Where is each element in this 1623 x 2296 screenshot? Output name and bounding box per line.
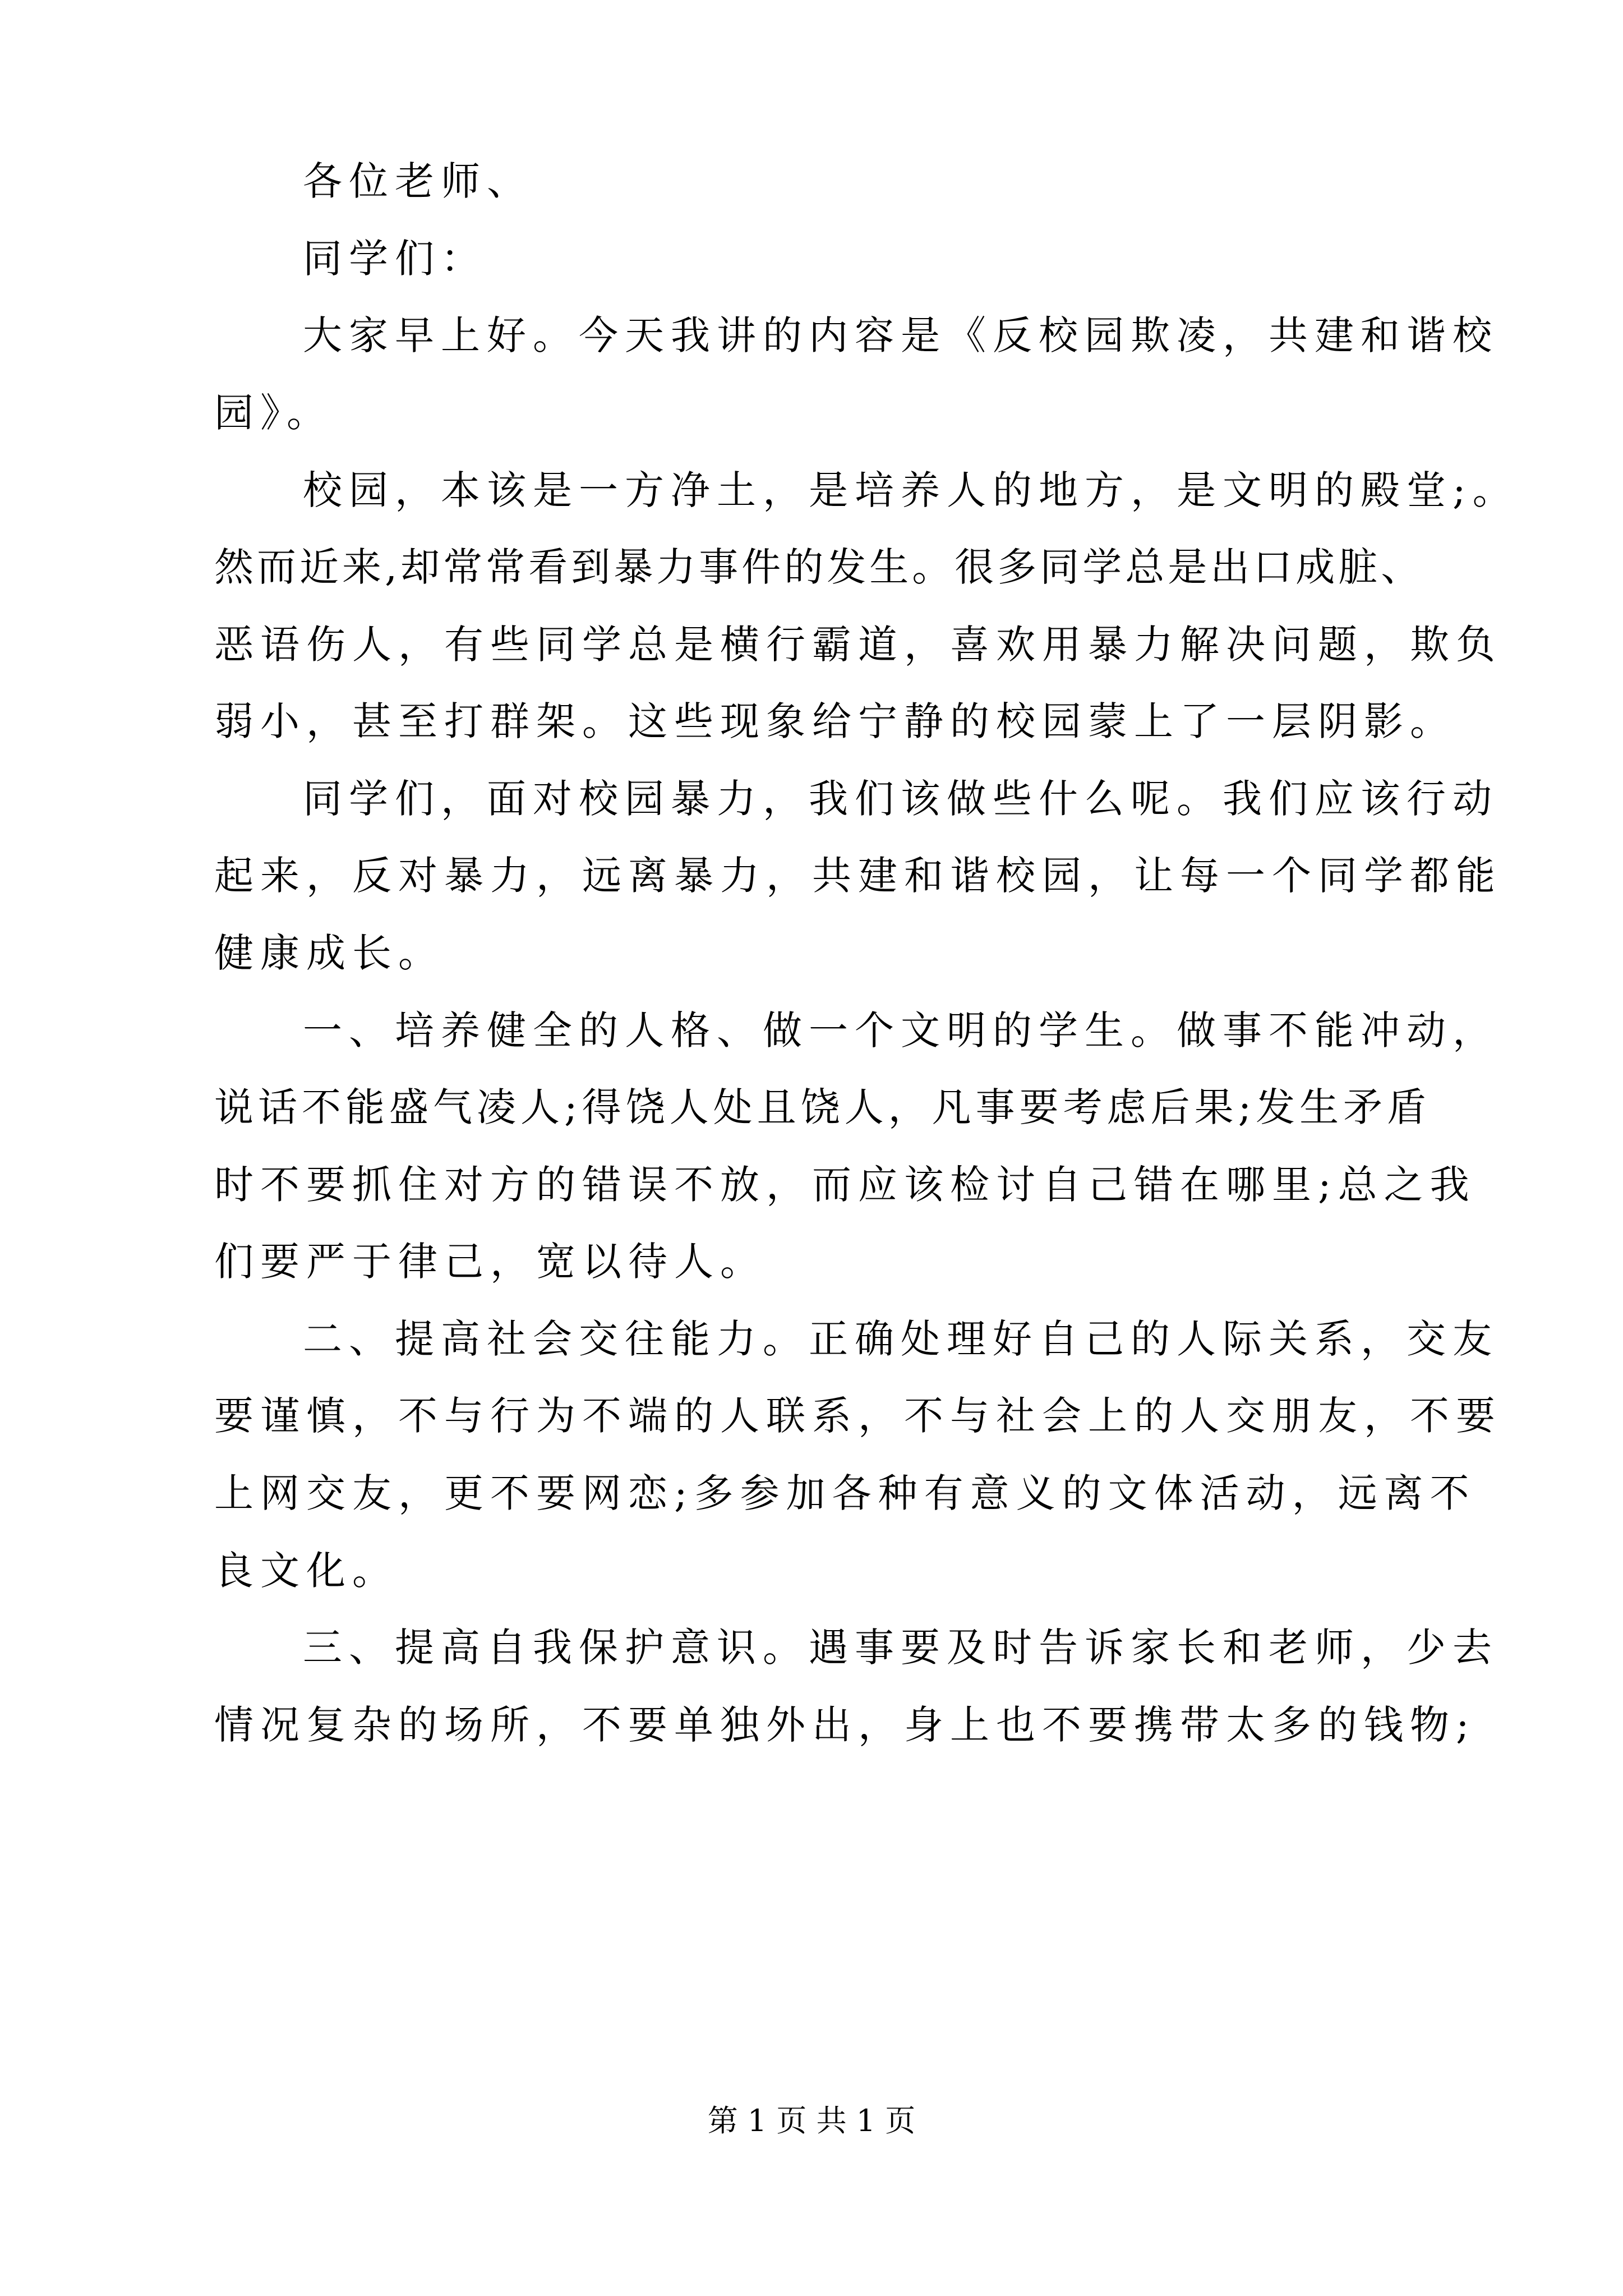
paragraph-3-line-1: 同学们，面对校园暴力，我们该做些什么呢。我们应该行动 xyxy=(303,776,1498,822)
page-footer: 第 1 页 共 1 页 xyxy=(707,2103,916,2138)
paragraph-5-line-1: 二、提高社会交往能力。正确处理好自己的人际关系，交友 xyxy=(303,1316,1498,1362)
paragraph-2-line-2: 然而近来,却常常看到暴力事件的发生。很多同学总是出口成脏、 xyxy=(214,544,1424,590)
paragraph-4-line-1: 一、培养健全的人格、做一个文明的学生。做事不能冲动， xyxy=(303,1007,1498,1053)
paragraph-2-line-1: 校园，本该是一方净土，是培养人的地方，是文明的殿堂;。 xyxy=(303,467,1519,513)
paragraph-3-line-2: 起来，反对暴力，远离暴力，共建和谐校园，让每一个同学都能 xyxy=(214,853,1502,899)
paragraph-1-line-2: 园》。 xyxy=(214,390,333,436)
paragraph-5-line-4: 良文化。 xyxy=(214,1548,398,1594)
salutation-line-1: 各位老师、 xyxy=(303,158,533,204)
paragraph-1-line-1: 大家早上好。今天我讲的内容是《反校园欺凌，共建和谐校 xyxy=(303,312,1498,358)
paragraph-2-line-3: 恶语伤人，有些同学总是横行霸道，喜欢用暴力解决问题，欺负 xyxy=(214,622,1502,668)
paragraph-4-line-2: 说话不能盛气凌人;得饶人处且饶人，凡事要考虑后果;发生矛盾 xyxy=(214,1084,1431,1130)
paragraph-4-line-3: 时不要抓住对方的错误不放，而应该检讨自己错在哪里;总之我 xyxy=(214,1162,1476,1208)
paragraph-3-line-3: 健康成长。 xyxy=(214,930,444,976)
paragraph-6-line-1: 三、提高自我保护意识。遇事要及时告诉家长和老师，少去 xyxy=(303,1625,1498,1671)
paragraph-6-line-2: 情况复杂的场所，不要单独外出，身上也不要携带太多的钱物; xyxy=(214,1702,1476,1748)
paragraph-5-line-3: 上网交友，更不要网恋;多参加各种有意义的文体活动，远离不 xyxy=(214,1470,1476,1516)
paragraph-4-line-4: 们要严于律己，宽以待人。 xyxy=(214,1239,766,1285)
salutation-line-2: 同学们： xyxy=(303,236,487,282)
paragraph-5-line-2: 要谨慎，不与行为不端的人联系，不与社会上的人交朋友，不要 xyxy=(214,1393,1502,1439)
paragraph-2-line-4: 弱小，甚至打群架。这些现象给宁静的校园蒙上了一层阴影。 xyxy=(214,698,1456,744)
